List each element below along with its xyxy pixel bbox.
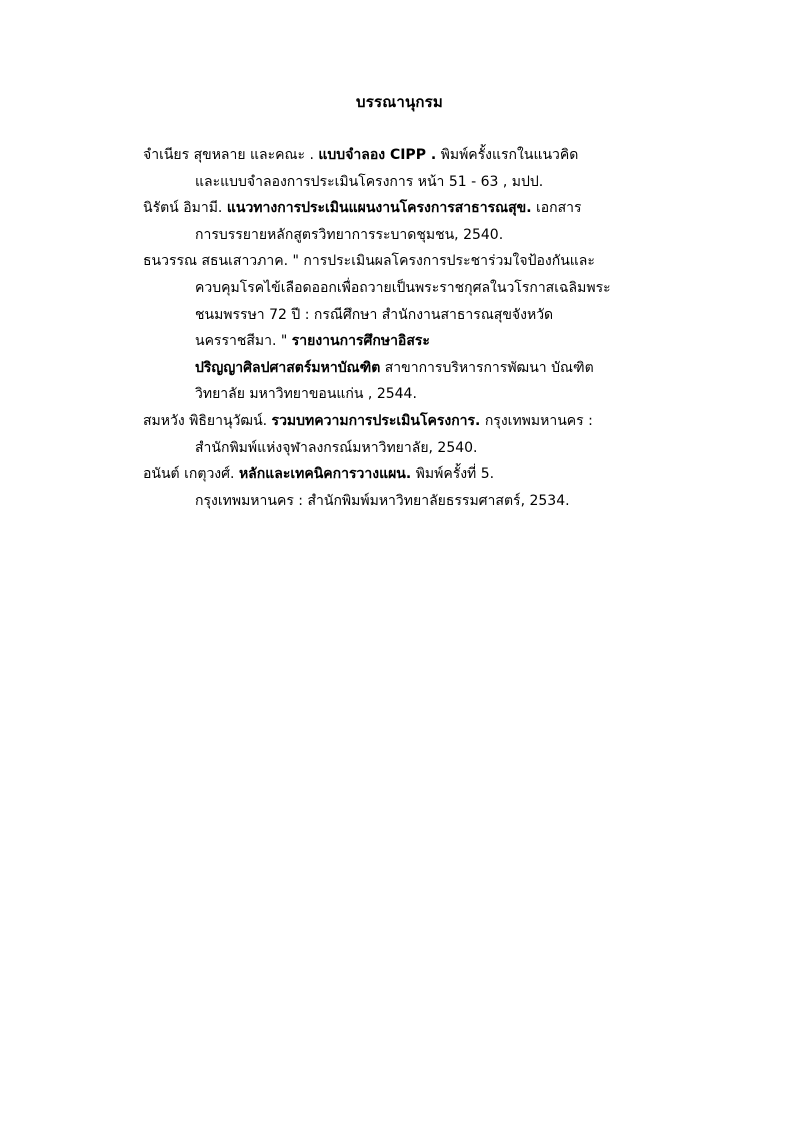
entry-line — [143, 461, 703, 488]
entry-title: แนวทางการประเมินแผนงานโครงการสาธารณสุข. — [226, 200, 532, 217]
bibliography-entry — [143, 142, 703, 195]
entry-author: สมหวัง พิธิยานุวัฒน์. — [143, 412, 272, 429]
entry-text: นครราชสีมา. " — [195, 333, 292, 350]
entry-author: นิรัตน์ อิมามี. — [143, 200, 227, 217]
entry-text: พิมพ์ครั้งแรกในแนวคิด — [436, 147, 579, 163]
entry-author: อนันต์ เกตุวงศ์. — [143, 466, 239, 483]
entry-line: ธนวรรณ สธนเสาวภาค. " การประเมินผลโครงการประชาร่วมใจป้องกันและ — [143, 253, 595, 270]
bibliography-entry — [143, 461, 703, 514]
entry-line — [143, 408, 703, 435]
entry-line: สำนักพิมพ์แห่งจุฬาลงกรณ์มหาวิทยาลัย, 2540. — [195, 439, 478, 456]
entry-line — [143, 142, 703, 169]
entry-author: จำเนียร สุขหลาย และคณะ . — [143, 147, 319, 163]
entry-text: พิมพ์ครั้งที่ 5. — [411, 466, 495, 483]
entry-title: รายงานการศึกษาอิสระ — [291, 333, 430, 350]
entry-line — [143, 328, 703, 355]
entry-title: หลักและเทคนิคการวางแผน. — [238, 466, 412, 483]
entry-title: ปริญญาศิลปศาสตร์มหาบัณฑิต — [195, 359, 381, 376]
entry-line: และแบบจำลองการประเมินโครงการ หน้า 51 - 63 , มปป. — [195, 173, 544, 190]
bibliography-entry — [143, 195, 703, 248]
entry-line: ชนมพรรษา 72 ปี : กรณีศึกษา สำนักงานสาธารณสุขจังหวัด — [195, 306, 554, 323]
bibliography-entry — [143, 408, 703, 461]
entry-title: แบบจำลอง CIPP . — [318, 147, 437, 163]
entry-line: กรุงเทพมหานคร : สำนักพิมพ์มหาวิทยาลัยธรรมศาสตร์, 2534. — [195, 492, 570, 509]
bibliography-list — [143, 142, 703, 514]
entry-text: กรุงเทพมหานคร : — [480, 412, 593, 429]
entry-line: ควบคุมโรคไข้เลือดออกเพื่อถวายเป็นพระราชกุศลในวโรกาสเฉลิมพระ — [195, 279, 611, 296]
entry-text: สาขาการบริหารการพัฒนา บัณฑิต — [380, 359, 594, 376]
entry-text: เอกสาร — [531, 200, 582, 217]
page-title: บรรณานุกรม — [355, 93, 444, 111]
entry-line: วิทยาลัย มหาวิทยาขอนแก่น , 2544. — [195, 386, 417, 403]
entry-title: รวมบทความการประเมินโครงการ. — [271, 412, 481, 429]
entry-line: การบรรยายหลักสูตรวิทยาการระบาดชุมชน, 2540. — [195, 226, 504, 243]
entry-line — [143, 195, 703, 222]
entry-line — [143, 355, 703, 382]
bibliography-entry — [143, 248, 703, 408]
